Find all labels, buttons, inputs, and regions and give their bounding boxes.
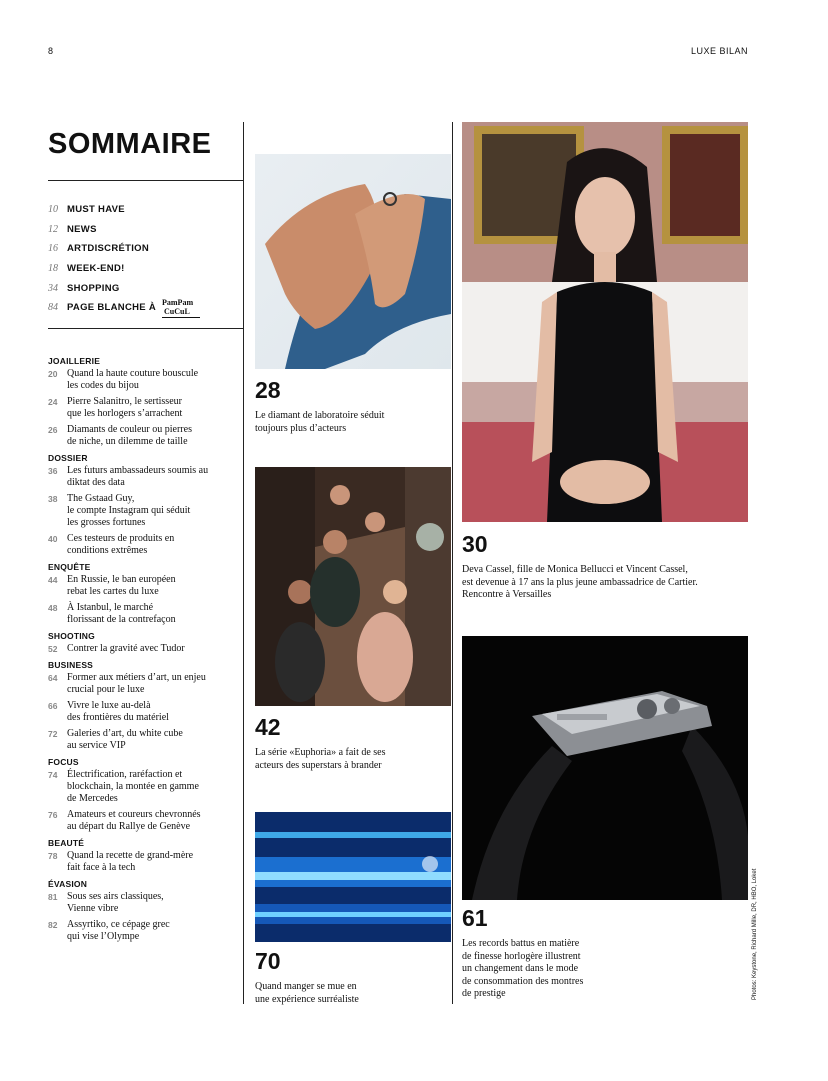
toc-entry-title: Quand la haute couture bouscule les codes du bijou xyxy=(67,368,199,391)
euphoria-photo xyxy=(255,467,451,706)
feature-caption: La série «Euphoria» a fait de ses acteurs des superstars à brander xyxy=(255,747,386,771)
quick-link[interactable]: 16 ARTDISCRÉTION xyxy=(48,243,150,255)
quick-link[interactable]: 18 WEEK-END! xyxy=(48,263,125,275)
toc-entry-title: À Istanbul, le marché florissant de la contrefaçon xyxy=(67,602,176,625)
toc-entry-page: 20 xyxy=(48,369,58,379)
toc-entry-title: Former aux métiers d’art, un enjeu crucial pour le luxe xyxy=(67,672,206,695)
toc-entry-page: 81 xyxy=(48,892,58,902)
column-divider-2 xyxy=(452,122,453,1004)
toc-entry-title: Assyrtiko, ce cépage grec qui vise l’Olympe xyxy=(67,919,170,942)
toc-entry-page: 82 xyxy=(48,920,58,930)
toc-entry-title: Électrification, raréfaction et blockchain, la montée en gamme de Mercedes xyxy=(67,769,199,804)
quick-links-rule xyxy=(48,328,243,329)
photo-credit: Photos: Keystone, Richard Mille, DR, HBO, Loket xyxy=(752,868,758,1000)
page-number: 8 xyxy=(48,46,54,56)
quick-link[interactable]: 34 SHOPPING xyxy=(48,282,120,294)
toc-entry[interactable] xyxy=(48,368,240,392)
toc-entry-title: Vivre le luxe au-delà des frontières du matériel xyxy=(67,700,169,723)
toc-entry-page: 76 xyxy=(48,810,58,820)
section-heading: BUSINESS xyxy=(48,660,94,670)
feature-caption: Le diamant de laboratoire séduit toujours plus d’acteurs xyxy=(255,410,385,434)
toc-entry[interactable] xyxy=(48,643,240,655)
section-list xyxy=(48,351,240,947)
toc-entry-title: Amateurs et coureurs chevronnés au départ du Rallye de Genève xyxy=(67,809,201,832)
toc-entry[interactable] xyxy=(48,769,240,805)
column-divider-1 xyxy=(243,122,244,1004)
feature-caption: Deva Cassel, fille de Monica Bellucci et Vincent Cassel, est devenue à 17 ans la plus jeune ambassadrice de Cartier. Rencontre à Versailles xyxy=(462,564,698,600)
toc-entry-page: 72 xyxy=(48,729,58,739)
feature-image-euphoria[interactable] xyxy=(255,467,451,706)
toc-entry-page: 24 xyxy=(48,397,58,407)
toc-entry-title: Sous ses airs classiques, Vienne vibre xyxy=(67,891,164,914)
section-heading: SHOOTING xyxy=(48,631,95,641)
toc-entry-page: 38 xyxy=(48,494,58,504)
toc-entry[interactable] xyxy=(48,728,240,752)
section-heading: DOSSIER xyxy=(48,453,88,463)
toc-entry[interactable] xyxy=(48,700,240,724)
toc-entry[interactable] xyxy=(48,493,240,529)
dining-photo xyxy=(255,812,451,942)
title-rule xyxy=(48,180,243,181)
deva-cassel-photo xyxy=(462,122,748,522)
toc-entry[interactable] xyxy=(48,396,240,420)
feature-number: 30 xyxy=(462,531,488,557)
toc-entry[interactable] xyxy=(48,424,240,448)
toc-entry-title: Quand la recette de grand-mère fait face à la tech xyxy=(67,850,194,873)
section-heading: FOCUS xyxy=(48,757,79,767)
pampam-logo xyxy=(162,297,200,318)
feature-caption: Quand manger se mue en une expérience surréaliste xyxy=(255,981,359,1005)
toc-entry-page: 40 xyxy=(48,534,58,544)
toc-entry-page: 52 xyxy=(48,644,58,654)
watch-photo xyxy=(462,636,748,900)
toc-entry[interactable] xyxy=(48,465,240,489)
feature-number: 70 xyxy=(255,948,281,974)
feature-image-deva-cassel[interactable] xyxy=(462,122,748,522)
toc-entry-title: The Gstaad Guy, le compte Instagram qui séduit les grosses fortunes xyxy=(67,493,191,528)
section-heading: BEAUTÉ xyxy=(48,838,85,848)
toc-entry-page: 74 xyxy=(48,770,58,780)
toc-entry-title: Pierre Salanitro, le sertisseur que les horlogers s’arrachent xyxy=(67,396,183,419)
toc-entry-title: Diamants de couleur ou pierres de niche, un dilemme de taille xyxy=(67,424,192,447)
toc-entry-page: 78 xyxy=(48,851,58,861)
feature-image-dining[interactable] xyxy=(255,812,451,942)
magazine-name: LUXE BILAN xyxy=(690,46,748,56)
svg-text:PamPam: PamPam xyxy=(162,298,194,308)
quick-links xyxy=(48,200,238,318)
toc-entry[interactable] xyxy=(48,809,240,833)
toc-entry-page: 26 xyxy=(48,425,58,435)
toc-entry[interactable] xyxy=(48,602,240,626)
svg-text:CuCuL: CuCuL xyxy=(164,307,190,316)
quick-link[interactable]: 10 MUST HAVE xyxy=(48,204,125,216)
toc-entry[interactable] xyxy=(48,850,240,874)
page-title: SOMMAIRE xyxy=(48,128,212,160)
feature-image-hands[interactable] xyxy=(255,154,451,369)
feature-image-watch[interactable] xyxy=(462,636,748,900)
quick-link[interactable]: 12 NEWS xyxy=(48,223,97,235)
toc-entry[interactable] xyxy=(48,574,240,598)
toc-entry-page: 64 xyxy=(48,673,58,683)
section-heading: ENQUÊTE xyxy=(48,562,91,572)
toc-entry[interactable] xyxy=(48,919,240,943)
toc-entry-title: Galeries d’art, du white cube au service VIP xyxy=(67,728,183,751)
toc-entry-title: Contrer la gravité avec Tudor xyxy=(67,643,185,654)
toc-entry[interactable] xyxy=(48,672,240,696)
toc-entry[interactable] xyxy=(48,533,240,557)
toc-entry-page: 44 xyxy=(48,575,58,585)
toc-entry-title: Les futurs ambassadeurs soumis au diktat des data xyxy=(67,465,209,488)
toc-entry-title: Ces testeurs de produits en conditions extrêmes xyxy=(67,533,175,556)
feature-number: 28 xyxy=(255,377,281,403)
pampam-logo-mark xyxy=(162,297,200,315)
feature-number: 61 xyxy=(462,905,488,931)
hands-photo xyxy=(255,154,451,369)
toc-entry-page: 36 xyxy=(48,466,58,476)
quick-link[interactable]: 84 PAGE BLANCHE À PamPam CuCuL xyxy=(48,298,238,318)
toc-entry[interactable] xyxy=(48,891,240,915)
toc-entry-page: 66 xyxy=(48,701,58,711)
feature-caption: Les records battus en matière de finesse horlogère illustrent un changement dans le mode de consommation des montres de prestige xyxy=(462,938,584,999)
toc-entry-page: 48 xyxy=(48,603,58,613)
feature-number: 42 xyxy=(255,714,281,740)
section-heading: ÉVASION xyxy=(48,879,88,889)
toc-entry-title: En Russie, le ban européen rebat les cartes du luxe xyxy=(67,574,176,597)
section-heading: JOAILLERIE xyxy=(48,356,101,366)
